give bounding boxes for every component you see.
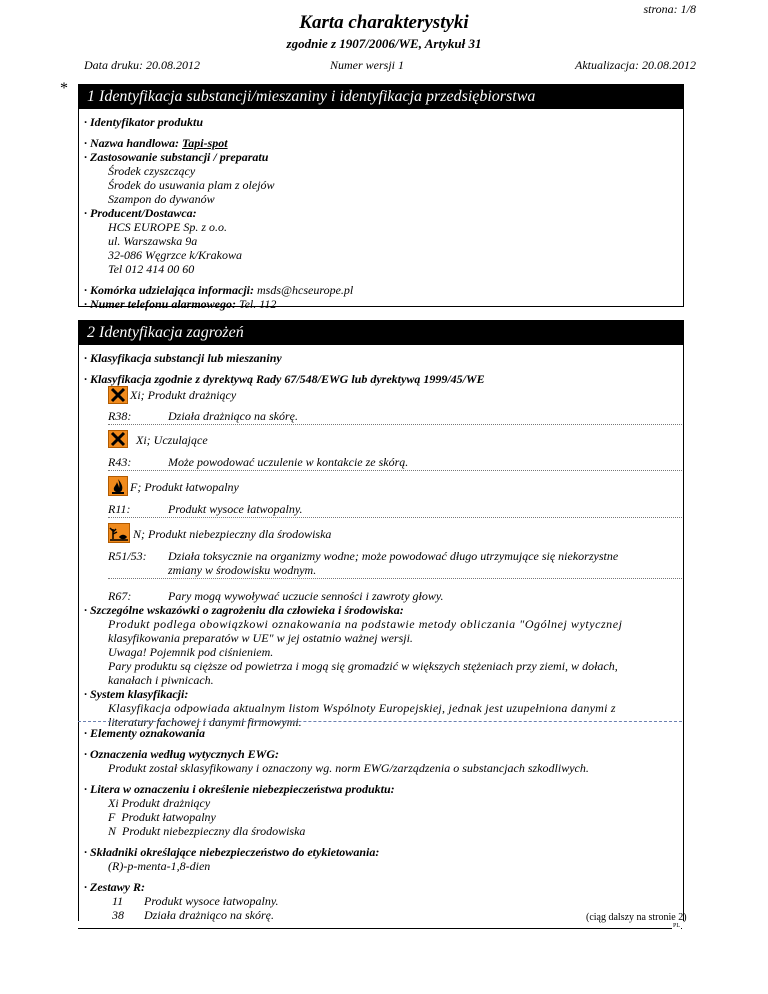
emergency-phone-value: Tel. 112 bbox=[239, 297, 277, 311]
continued-note: (ciąg dalszy na stronie 2) bbox=[586, 912, 687, 923]
components-label: · Składniki określające niebezpieczeństwo do etykietowania: bbox=[84, 845, 380, 859]
producer-line: Tel 012 414 00 60 bbox=[108, 262, 195, 276]
emergency-phone-label: · Numer telefonu alarmowego: bbox=[84, 297, 239, 311]
producer-line: ul. Warszawska 9a bbox=[108, 234, 198, 248]
use-item: Środek czyszczący bbox=[108, 164, 196, 178]
use-item: Szampon do dywanów bbox=[108, 192, 215, 206]
hazard-label: N; Produkt niebezpieczny dla środowiska bbox=[133, 527, 332, 541]
product-identifier: · Identyfikator produktu bbox=[84, 115, 204, 129]
divider bbox=[108, 578, 682, 579]
environment-icon bbox=[108, 523, 130, 543]
hazard-letters-label: · Litera w oznaczeniu i określenie niebezpieczeństwa produktu: bbox=[84, 782, 395, 796]
special-note-line: kanałach i piwnicach. bbox=[108, 673, 214, 687]
ewg-label: · Oznaczenia według wytycznych EWG: bbox=[84, 747, 279, 761]
document-subtitle: zgodnie z 1907/2006/WE, Artykuł 31 bbox=[286, 36, 482, 51]
hazard-text: Produkt wysoce łatwopalny. bbox=[168, 502, 303, 516]
section-1-title: 1 Identyfikacja substancji/mieszaniny i identyfikacja przedsiębiorstwa bbox=[79, 85, 683, 109]
special-note-line: Produkt podlega obowiązkowi oznakowania na podstawie metody obliczania "Ogólnej wytycznej bbox=[108, 617, 623, 631]
hazard-letter: F Produkt łatwopalny bbox=[108, 810, 216, 824]
document-title: Karta charakterystyki bbox=[299, 12, 469, 33]
hazard-letter: N Produkt niebezpieczny dla środowiska bbox=[108, 824, 306, 838]
r-set-code: 38 bbox=[112, 908, 124, 922]
emergency-phone bbox=[84, 297, 276, 311]
hazard-code: R67: bbox=[108, 589, 132, 603]
info-contact-email[interactable]: msds@hcseurope.pl bbox=[257, 283, 354, 297]
info-contact bbox=[84, 283, 353, 297]
use-label: · Zastosowanie substancji / preparatu bbox=[84, 150, 269, 164]
classification-system-line: Klasyfikacja odpowiada aktualnym listom Wspólnoty Europejskiej, jednak jest uzupełniona danymi z bbox=[108, 701, 616, 715]
trade-name-label: · Nazwa handlowa: bbox=[84, 136, 183, 150]
update-date: Aktualizacja: 20.08.2012 bbox=[575, 58, 696, 72]
divider bbox=[108, 517, 682, 518]
divider bbox=[108, 424, 682, 425]
r-set-text: Produkt wysoce łatwopalny. bbox=[144, 894, 279, 908]
hazard-text: Działa toksycznie na organizmy wodne; może powodować długo utrzymujące się niekorzystne bbox=[168, 549, 619, 563]
hazard-text: Działa drażniąco na skórę. bbox=[168, 409, 298, 423]
special-notes-label: · Szczególne wskazówki o zagrożeniu dla człowieka i środowiska: bbox=[84, 603, 404, 617]
classification-system-line: literatury fachowej i danymi firmowymi. bbox=[108, 715, 302, 729]
version-number: Numer wersji 1 bbox=[330, 58, 405, 72]
classification-label: · Klasyfikacja substancji lub mieszaniny bbox=[84, 351, 282, 365]
info-contact-label: · Komórka udzielająca informacji: bbox=[84, 283, 258, 297]
hazard-text: Może powodować uczulenie w kontakcie ze skórą. bbox=[168, 455, 409, 469]
hazard-text: Pary mogą wywoływać uczucie senności i zawroty głowy. bbox=[168, 589, 444, 603]
section-divider bbox=[78, 721, 682, 722]
flame-icon bbox=[108, 476, 128, 496]
change-marker: * bbox=[60, 80, 68, 97]
special-note-line: klasyfikowania preparatów w UE" w jej ostatnio ważnej wersji. bbox=[108, 631, 413, 645]
r-set-code: 11 bbox=[112, 894, 124, 908]
special-note-line: Pary produktu są cięższe od powietrza i mogą się gromadzić w większych stężeniach przy ziemi, w dołach, bbox=[108, 659, 618, 673]
r-sets-label: · Zestawy R: bbox=[84, 880, 145, 894]
hazard-label: Xi; Uczulające bbox=[136, 433, 208, 447]
producer-line: HCS EUROPE Sp. z o.o. bbox=[108, 220, 227, 234]
cross-icon bbox=[108, 430, 128, 448]
section-2-title: 2 Identyfikacja zagrożeń bbox=[79, 321, 683, 345]
print-date: Data druku: 20.08.2012 bbox=[84, 58, 200, 72]
hazard-letter: Xi Produkt drażniący bbox=[108, 796, 211, 810]
ewg-text: Produkt został sklasyfikowany i oznaczony wg. norm EWG/zarządzenia o substancjach szkodliwych. bbox=[108, 761, 589, 775]
producer-line: 32-086 Węgrzce k/Krakowa bbox=[108, 248, 242, 262]
special-note-line: Uwaga! Pojemnik pod ciśnieniem. bbox=[108, 645, 274, 659]
r-set-text: Działa drażniąco na skórę. bbox=[144, 908, 274, 922]
hazard-code: R51/53: bbox=[108, 549, 147, 563]
components-value: (R)-p-menta-1,8-dien bbox=[108, 859, 211, 873]
trade-name bbox=[84, 136, 228, 150]
trade-name-value: Tapi-spot bbox=[182, 136, 228, 150]
label-elements: · Elementy oznakowania bbox=[84, 726, 206, 740]
classification-directive: · Klasyfikacja zgodnie z dyrektywą Rady 67/548/EWG lub dyrektywą 1999/45/WE bbox=[84, 372, 485, 386]
hazard-code: R38: bbox=[108, 409, 132, 423]
hazard-code: R43: bbox=[108, 455, 132, 469]
divider bbox=[108, 470, 682, 471]
hazard-label: Xi; Produkt drażniący bbox=[130, 388, 237, 402]
footer-rule bbox=[78, 928, 682, 929]
cross-icon bbox=[108, 386, 128, 404]
hazard-code: R11: bbox=[108, 502, 131, 516]
classification-system-label: · System klasyfikacji: bbox=[84, 687, 189, 701]
language-code: PL bbox=[673, 923, 681, 929]
use-item: Środek do usuwania plam z olejów bbox=[108, 178, 275, 192]
page-number: strona: 1/8 bbox=[643, 2, 696, 16]
hazard-text: zmiany w środowisku wodnym. bbox=[168, 563, 317, 577]
hazard-label: F; Produkt łatwopalny bbox=[130, 480, 239, 494]
producer-label: · Producent/Dostawca: bbox=[84, 206, 197, 220]
